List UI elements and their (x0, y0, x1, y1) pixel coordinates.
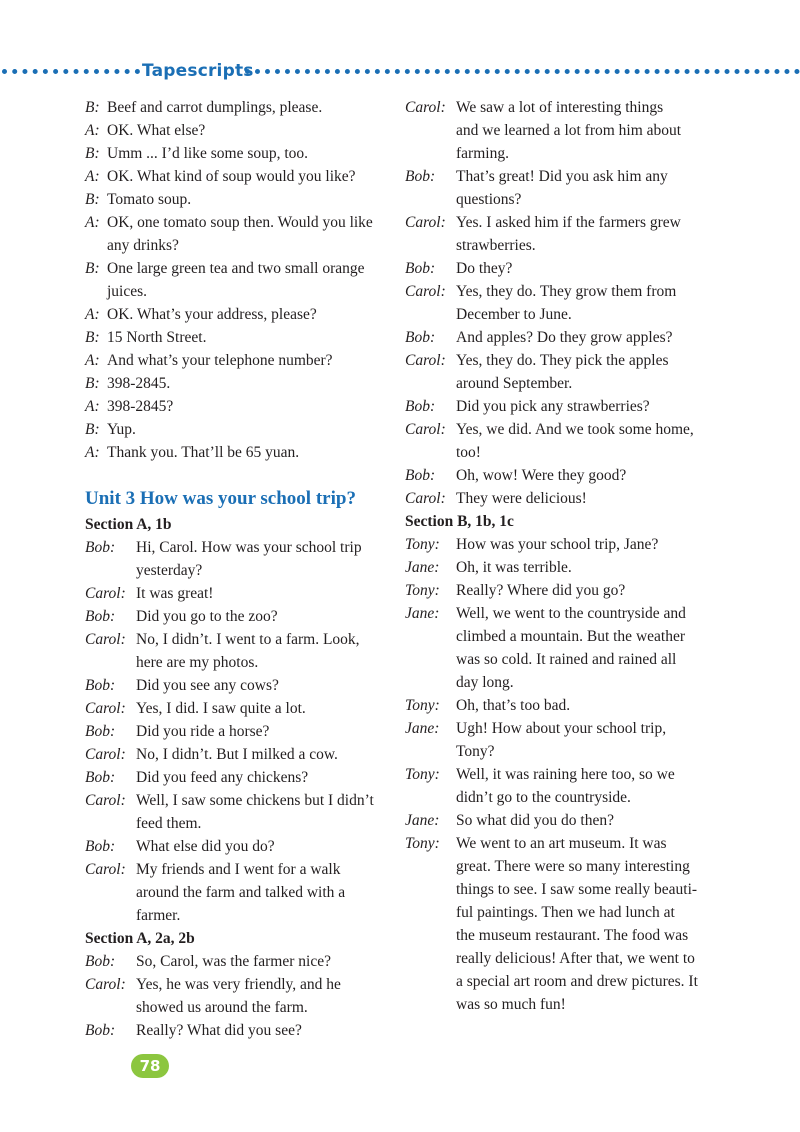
speaker-label: B: (85, 145, 100, 162)
dialogue-line (85, 651, 385, 674)
section-title-a2: Section A, 2a, 2b (85, 930, 195, 947)
speaker-label (405, 970, 456, 993)
speaker-label: Bob: (85, 838, 116, 855)
dialogue-text: So what did you do then? (456, 812, 614, 829)
dialogue-text: a special art room and drew pictures. It (456, 973, 698, 990)
speaker-label: Tony: (405, 582, 440, 599)
dialogue-line (85, 234, 385, 257)
dialogue-text: Thank you. That’ll be 65 yuan. (107, 444, 300, 461)
dialogue-line (405, 142, 705, 165)
speaker-label: Tony: (405, 697, 440, 714)
dialogue-text: any drinks? (107, 237, 179, 254)
speaker-label (405, 372, 456, 395)
speaker-label (405, 119, 456, 142)
dialogue-text: OK, one tomato soup then. Would you like (107, 214, 373, 231)
dialogue-text: We went to an art museum. It was (456, 835, 667, 852)
speaker-label: Bob: (85, 539, 116, 556)
right-column (405, 96, 705, 1016)
speaker-label: Bob: (405, 329, 436, 346)
speaker-label (85, 651, 136, 674)
dialogue-text: Did you pick any strawberries? (456, 398, 650, 415)
dialogue-text: 398-2845. (107, 375, 171, 392)
dialogue-line (405, 740, 705, 763)
dialogue-line (85, 441, 385, 464)
dialogue-line (85, 881, 385, 904)
speaker-label: B: (85, 260, 100, 277)
dialogue-text: here are my photos. (136, 654, 259, 671)
speaker-label (405, 234, 456, 257)
dialogue-text: didn’t go to the countryside. (456, 789, 631, 806)
dialogue-line (85, 349, 385, 372)
speaker-label: A: (85, 168, 100, 185)
dialogue-text: Tony? (456, 743, 495, 760)
dialogue-text: Well, I saw some chickens but I didn’t (136, 792, 374, 809)
dialogue-text: ful paintings. Then we had lunch at (456, 904, 675, 921)
dialogue-line (405, 579, 705, 602)
dialogue-text: Oh, that’s too bad. (456, 697, 571, 714)
speaker-label: Carol: (85, 700, 126, 717)
dialogue-text: Yes. I asked him if the farmers grew (456, 214, 681, 231)
speaker-label: B: (85, 421, 100, 438)
dialogue-text: OK. What kind of soup would you like? (107, 168, 356, 185)
speaker-label: B: (85, 375, 100, 392)
speaker-label: A: (85, 306, 100, 323)
dialogue-text: It was great! (136, 585, 214, 602)
speaker-label: Bob: (85, 608, 116, 625)
speaker-label: Carol: (405, 421, 446, 438)
dialogue-text: around September. (456, 375, 573, 392)
dialogue-section-a2-continued (405, 96, 705, 510)
speaker-label (405, 855, 456, 878)
dialogue-line (405, 165, 705, 188)
dialogue-text: Oh, it was terrible. (456, 559, 572, 576)
speaker-label (405, 947, 456, 970)
dialogue-text: really delicious! After that, we went to (456, 950, 695, 967)
dialogue-line (405, 648, 705, 671)
dialogue-text: No, I didn’t. But I milked a cow. (136, 746, 338, 763)
dialogue-line (405, 602, 705, 625)
speaker-label: Bob: (85, 769, 116, 786)
dialogue-text: the museum restaurant. The food was (456, 927, 689, 944)
dialogue-text: was so much fun! (456, 996, 566, 1013)
dialogue-text: farming. (456, 145, 509, 162)
dialogue-line (85, 950, 385, 973)
speaker-label: Tony: (405, 766, 440, 783)
speaker-label: Bob: (405, 168, 436, 185)
dialogue-line (85, 697, 385, 720)
dialogue-text: Yup. (107, 421, 136, 438)
dialogue-line (85, 973, 385, 996)
dialogue-text: Yes, we did. And we took some home, (456, 421, 694, 438)
dialogue-line (85, 674, 385, 697)
dialogue-section-a1 (85, 536, 385, 927)
speaker-label: A: (85, 122, 100, 139)
speaker-label: A: (85, 214, 100, 231)
dialogue-line (405, 395, 705, 418)
speaker-label (405, 648, 456, 671)
dialogue-text: That’s great! Did you ask him any (456, 168, 668, 185)
dialogue-line (85, 142, 385, 165)
speaker-label: Carol: (85, 585, 126, 602)
speaker-label: Carol: (85, 746, 126, 763)
speaker-label: Jane: (405, 605, 440, 622)
speaker-label (405, 993, 456, 1016)
dialogue-line (405, 878, 705, 901)
dialogue-line (405, 671, 705, 694)
dialogue-line (85, 96, 385, 119)
unit-title: Unit 3 How was your school trip? (85, 488, 356, 509)
dialogue-line (405, 96, 705, 119)
dialogue-line (85, 1019, 385, 1042)
speaker-label: Bob: (405, 260, 436, 277)
speaker-label: Jane: (405, 559, 440, 576)
dialogue-line (405, 257, 705, 280)
header-title: Tapescripts (142, 61, 254, 81)
dialogue-text: My friends and I went for a walk (136, 861, 341, 878)
dialogue-text: No, I didn’t. I went to a farm. Look, (136, 631, 360, 648)
dialogue-line (85, 303, 385, 326)
dialogue-line (405, 901, 705, 924)
page-header (0, 58, 800, 86)
speaker-label (405, 142, 456, 165)
dialogue-section-a2 (85, 950, 385, 1042)
speaker-label: B: (85, 191, 100, 208)
dialogue-text: Yes, he was very friendly, and he (136, 976, 341, 993)
header-dots-left (2, 69, 140, 74)
speaker-label (405, 188, 456, 211)
dialogue-line (85, 904, 385, 927)
dialogue-text: Really? What did you see? (136, 1022, 302, 1039)
dialogue-line (405, 349, 705, 372)
dialogue-line (405, 717, 705, 740)
dialogue-text: juices. (107, 283, 148, 300)
dialogue-text: How was your school trip, Jane? (456, 536, 659, 553)
dialogue-text: Really? Where did you go? (456, 582, 626, 599)
dialogue-line (405, 970, 705, 993)
speaker-label (405, 671, 456, 694)
dialogue-text: climbed a mountain. But the weather (456, 628, 685, 645)
dialogue-line (85, 812, 385, 835)
left-column (85, 96, 385, 1042)
dialogue-line (85, 766, 385, 789)
speaker-label (405, 740, 456, 763)
dialogue-line (405, 924, 705, 947)
dialogue-text: Do they? (456, 260, 513, 277)
dialogue-text: day long. (456, 674, 514, 691)
speaker-label (85, 234, 107, 257)
speaker-label: Bob: (405, 398, 436, 415)
dialogue-text: strawberries. (456, 237, 536, 254)
dialogue-line (405, 832, 705, 855)
dialogue-text: What else did you do? (136, 838, 275, 855)
dialogue-line (405, 372, 705, 395)
speaker-label (405, 924, 456, 947)
dialogue-text: things to see. I saw some really beauti- (456, 881, 698, 898)
speaker-label: Tony: (405, 536, 440, 553)
header-dots-right (245, 69, 800, 74)
dialogue-line (405, 786, 705, 809)
dialogue-line (405, 556, 705, 579)
dialogue-text: and we learned a lot from him about (456, 122, 682, 139)
dialogue-line (85, 188, 385, 211)
speaker-label: Carol: (85, 631, 126, 648)
speaker-label: B: (85, 329, 100, 346)
dialogue-line (85, 835, 385, 858)
dialogue-text: around the farm and talked with a (136, 884, 346, 901)
speaker-label: A: (85, 398, 100, 415)
dialogue-text: Did you feed any chickens? (136, 769, 309, 786)
dialogue-line (405, 464, 705, 487)
dialogue-text: was so cold. It rained and rained all (456, 651, 677, 668)
dialogue-line (85, 789, 385, 812)
speaker-label (85, 996, 136, 1019)
speaker-label: A: (85, 444, 100, 461)
speaker-label: Bob: (405, 467, 436, 484)
speaker-label: Carol: (405, 99, 446, 116)
dialogue-line (85, 165, 385, 188)
dialogue-text: yesterday? (136, 562, 203, 579)
dialogue-text: Well, we went to the countryside and (456, 605, 686, 622)
dialogue-line (405, 280, 705, 303)
section-title-b: Section B, 1b, 1c (405, 513, 514, 530)
dialogue-line (85, 743, 385, 766)
speaker-label: Carol: (85, 792, 126, 809)
speaker-label: Jane: (405, 720, 440, 737)
dialogue-text: December to June. (456, 306, 572, 323)
dialogue-line (405, 211, 705, 234)
dialogue-text: feed them. (136, 815, 202, 832)
dialogue-line (85, 720, 385, 743)
dialogue-text: Tomato soup. (107, 191, 192, 208)
speaker-label: Carol: (405, 352, 446, 369)
dialogue-line (85, 628, 385, 651)
dialogue-line (85, 536, 385, 559)
speaker-label (405, 441, 456, 464)
speaker-label: Carol: (405, 283, 446, 300)
dialogue-line (85, 326, 385, 349)
speaker-label (405, 625, 456, 648)
dialogue-text: Did you ride a horse? (136, 723, 270, 740)
dialogue-line (85, 119, 385, 142)
dialogue-text: questions? (456, 191, 522, 208)
dialogue-unit2-end (85, 96, 385, 464)
dialogue-line (405, 993, 705, 1016)
speaker-label: Carol: (405, 214, 446, 231)
dialogue-text: They were delicious! (456, 490, 587, 507)
dialogue-line (85, 257, 385, 280)
dialogue-line (405, 303, 705, 326)
speaker-label (85, 280, 107, 303)
dialogue-text: farmer. (136, 907, 181, 924)
speaker-label: Carol: (85, 976, 126, 993)
speaker-label: Jane: (405, 812, 440, 829)
dialogue-text: Ugh! How about your school trip, (456, 720, 667, 737)
dialogue-text: Umm ... I’d like some soup, too. (107, 145, 309, 162)
dialogue-line (85, 605, 385, 628)
dialogue-text: Hi, Carol. How was your school trip (136, 539, 362, 556)
dialogue-line (405, 763, 705, 786)
dialogue-line (85, 280, 385, 303)
dialogue-text: too! (456, 444, 481, 461)
dialogue-text: And apples? Do they grow apples? (456, 329, 673, 346)
speaker-label: Bob: (85, 677, 116, 694)
speaker-label (405, 303, 456, 326)
speaker-label: A: (85, 352, 100, 369)
dialogue-text: We saw a lot of interesting things (456, 99, 664, 116)
dialogue-line (405, 487, 705, 510)
dialogue-line (405, 418, 705, 441)
speaker-label (85, 904, 136, 927)
dialogue-line (85, 395, 385, 418)
dialogue-line (405, 947, 705, 970)
speaker-label: Bob: (85, 953, 116, 970)
dialogue-text: And what’s your telephone number? (107, 352, 333, 369)
dialogue-line (405, 326, 705, 349)
dialogue-line (405, 694, 705, 717)
dialogue-text: Beef and carrot dumplings, please. (107, 99, 323, 116)
speaker-label (405, 786, 456, 809)
dialogue-text: OK. What else? (107, 122, 206, 139)
dialogue-line (405, 188, 705, 211)
section-title-a1: Section A, 1b (85, 516, 172, 533)
dialogue-line (85, 418, 385, 441)
page-number-badge: 78 (131, 1054, 169, 1078)
speaker-label: Bob: (85, 1022, 116, 1039)
dialogue-section-b (405, 533, 705, 1016)
speaker-label (405, 901, 456, 924)
speaker-label: Carol: (405, 490, 446, 507)
dialogue-line (85, 211, 385, 234)
speaker-label: Bob: (85, 723, 116, 740)
speaker-label: B: (85, 99, 100, 116)
dialogue-line (85, 858, 385, 881)
dialogue-text: 15 North Street. (107, 329, 207, 346)
dialogue-line (405, 533, 705, 556)
dialogue-text: One large green tea and two small orange (107, 260, 365, 277)
speaker-label: Tony: (405, 835, 440, 852)
dialogue-text: great. There were so many interesting (456, 858, 690, 875)
dialogue-text: So, Carol, was the farmer nice? (136, 953, 331, 970)
speaker-label (85, 812, 136, 835)
dialogue-line (405, 441, 705, 464)
dialogue-line (85, 559, 385, 582)
dialogue-line (405, 809, 705, 832)
dialogue-text: Well, it was raining here too, so we (456, 766, 675, 783)
dialogue-line (405, 855, 705, 878)
dialogue-text: Did you see any cows? (136, 677, 279, 694)
dialogue-text: OK. What’s your address, please? (107, 306, 317, 323)
dialogue-line (405, 119, 705, 142)
dialogue-line (405, 234, 705, 257)
speaker-label (405, 878, 456, 901)
dialogue-text: 398-2845? (107, 398, 174, 415)
dialogue-line (85, 996, 385, 1019)
dialogue-text: Oh, wow! Were they good? (456, 467, 627, 484)
dialogue-line (85, 582, 385, 605)
dialogue-text: Did you go to the zoo? (136, 608, 278, 625)
dialogue-line (85, 372, 385, 395)
speaker-label (85, 881, 136, 904)
dialogue-text: showed us around the farm. (136, 999, 308, 1016)
dialogue-text: Yes, they do. They grow them from (456, 283, 677, 300)
speaker-label (85, 559, 136, 582)
speaker-label: Carol: (85, 861, 126, 878)
dialogue-text: Yes, they do. They pick the apples (456, 352, 669, 369)
dialogue-line (405, 625, 705, 648)
dialogue-text: Yes, I did. I saw quite a lot. (136, 700, 306, 717)
